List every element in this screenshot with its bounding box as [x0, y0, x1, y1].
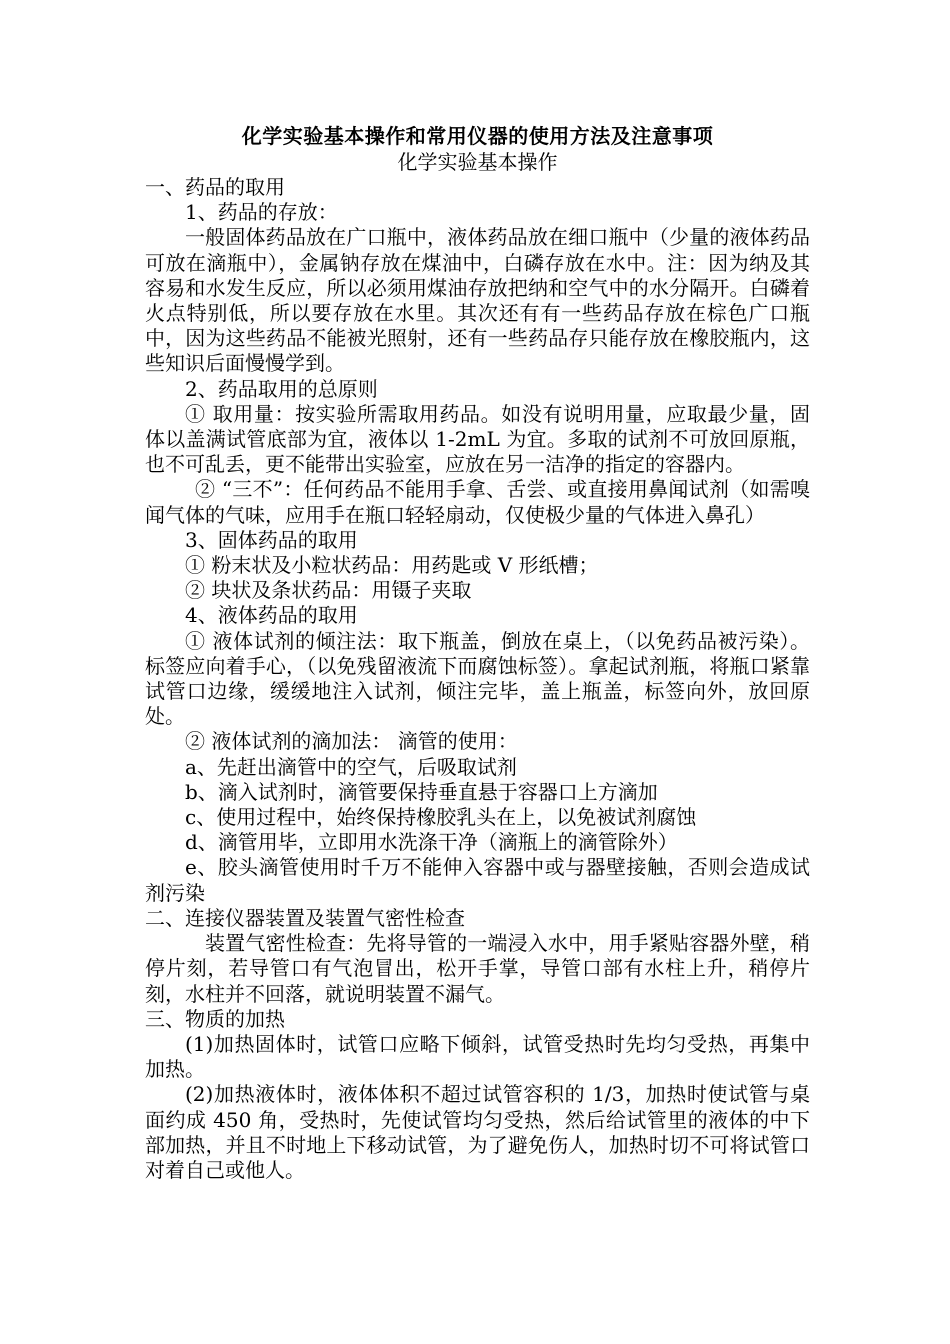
- paragraph: ② “三不”：任何药品不能用手拿、舌尝、或直接用鼻闻试剂（如需嗅闻气体的气味，应用手在瓶口轻轻扇动，仅使极少量的气体进入鼻孔）: [145, 477, 810, 527]
- section-heading: 三、物质的加热: [145, 1006, 285, 1031]
- paragraph: ② 液体试剂的滴加法： 滴管的使用：: [185, 729, 518, 754]
- subsection-heading: 2、药品取用的总原则: [185, 376, 378, 401]
- paragraph: 一般固体药品放在广口瓶中，液体药品放在细口瓶中（少量的液体药品可放在滴瓶中），金属钠存放在煤油中，白磷存放在水中。注：因为纳及其容易和水发生反应，所以必须用煤油存放把纳和空气中的水分隔开。白磷着火点特别低，所以要存放在水里。其次还有有一些药品存放在棕色广口瓶中，因为这些药品不能被光照射，还有一些药品存只能存放在橡胶瓶内，这些知识后面慢慢学到。: [145, 225, 810, 376]
- list-item: a、先赶出滴管中的空气，后吸取试剂: [185, 754, 517, 779]
- list-item: e、胶头滴管使用时千万不能伸入容器中或与器壁接触，否则会造成试剂污染: [145, 855, 810, 905]
- paragraph: ① 液体试剂的倾注法：取下瓶盖，倒放在桌上，（以免药品被污染）。标签应向着手心，（以免残留液流下而腐蚀标签）。拿起试剂瓶，将瓶口紧靠试管口边缘，缓缓地注入试剂，倾注完毕，盖上瓶盖，标签向外，放回原处。: [145, 628, 810, 729]
- document-title: 化学实验基本操作和常用仪器的使用方法及注意事项: [241, 124, 714, 148]
- list-item: d、滴管用毕，立即用水洗涤干净（滴瓶上的滴管除外）: [185, 830, 678, 855]
- section-heading: 一、药品的取用: [145, 175, 285, 199]
- list-item: ① 粉末状及小粒状药品：用药匙或 V 形纸槽；: [185, 553, 599, 578]
- document-subtitle: 化学实验基本操作: [397, 150, 558, 174]
- document-body: [145, 122, 810, 1183]
- subsection-heading: 4、液体药品的取用: [185, 603, 358, 628]
- paragraph: (1)加热固体时，试管口应略下倾斜，试管受热时先均匀受热，再集中加热。: [145, 1031, 810, 1082]
- paragraph: (2)加热液体时，液体体积不超过试管容积的 1/3，加热时使试管与桌面约成 450 角，受热时，先使试管均匀受热，然后给试管里的液体的中下部加热，并且不时地上下移动试管，为了避免伤人，加热时切不可将试管口对着自己或他人。: [145, 1082, 810, 1182]
- section-heading: 二、连接仪器装置及装置气密性检查: [145, 905, 465, 930]
- list-item: c、使用过程中，始终保持橡胶乳头在上，以免被试剂腐蚀: [185, 805, 697, 830]
- list-item: ② 块状及条状药品：用镊子夹取: [185, 578, 472, 603]
- subsection-heading: 1、药品的存放：: [185, 200, 338, 225]
- paragraph: ① 取用量：按实验所需取用药品。如没有说明用量，应取最少量，固体以盖满试管底部为宜，液体以 1-2mL 为宜。多取的试剂不可放回原瓶，也不可乱丢，更不能带出实验室，应放在另一洁净的指定的容器内。: [145, 401, 810, 477]
- list-item: b、滴入试剂时，滴管要保持垂直悬于容器口上方滴加: [185, 779, 658, 804]
- subsection-heading: 3、固体药品的取用: [185, 527, 358, 552]
- paragraph: 装置气密性检查：先将导管的一端浸入水中，用手紧贴容器外壁，稍停片刻，若导管口有气泡冒出，松开手掌，导管口部有水柱上升，稍停片刻，水柱并不回落，就说明装置不漏气。: [145, 931, 810, 1006]
